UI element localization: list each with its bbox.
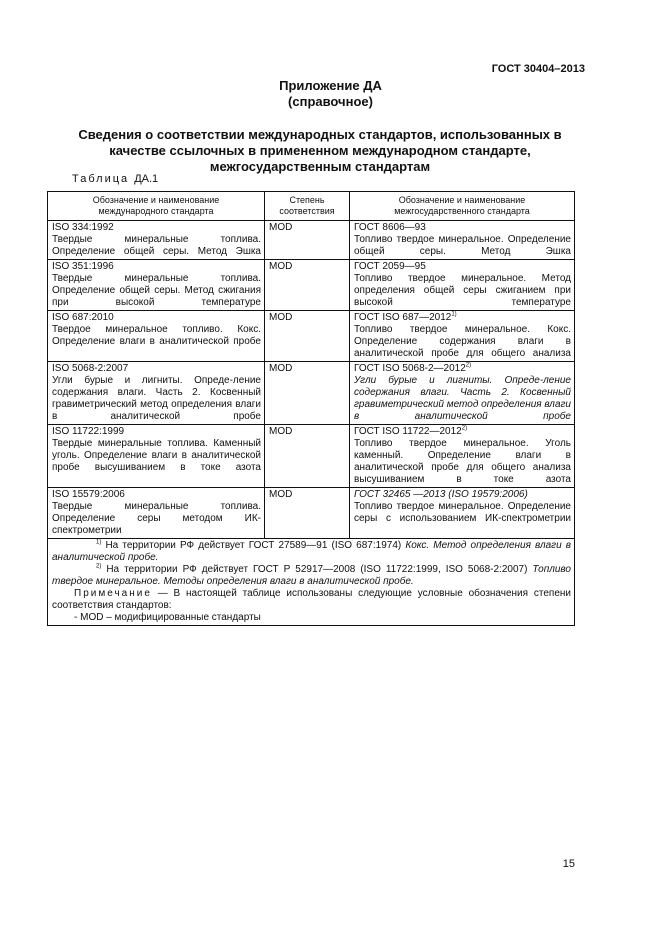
header-interstate-standard <box>350 192 575 221</box>
footnote-2-italic: Топливо твердое минеральное. Методы определения влаги в аналитической пробе. <box>52 564 571 587</box>
gost-code <box>354 261 571 273</box>
header-col2-line2: соответствия <box>279 206 335 216</box>
intl-code: ISO 687:2010 <box>52 312 114 323</box>
table-caption-label: Таблица <box>72 173 130 185</box>
table-header-row <box>48 192 575 221</box>
intl-standard-cell <box>48 362 265 425</box>
header-international-standard <box>48 192 265 221</box>
degree-cell: MOD <box>265 362 350 425</box>
intl-code: ISO 334:1992 <box>52 222 114 233</box>
intl-standard-cell <box>48 488 265 539</box>
gost-code-text: ГОСТ ISO 5068-2—2012 <box>354 363 466 374</box>
footnote-2-mark: 2) <box>96 563 102 570</box>
table-row <box>48 488 575 539</box>
table-row <box>48 260 575 311</box>
gost-code-text: ГОСТ 32465 —2013 (ISO 19579:2006) <box>354 489 528 500</box>
footnote-1-mark: 1) <box>96 539 102 546</box>
header-col3-line1: Обозначение и наименование <box>398 195 526 205</box>
footnote-ref: 1) <box>451 311 457 318</box>
gost-name: Топливо твердое минеральное. Определение общей серы. Метод Эшка <box>354 234 571 257</box>
gost-code <box>354 489 571 501</box>
standard-id: ГОСТ 30404–2013 <box>491 63 585 75</box>
footnote-1-text: На территории РФ действует ГОСТ 27589—91 (ISO 687:1974) <box>101 540 406 551</box>
gost-code-text: ГОСТ 2059—95 <box>354 261 426 272</box>
intl-name: Твердое минеральное топливо. Кокс. Определение влаги в аналитической пробе <box>52 324 261 347</box>
gost-name: Топливо твердое минеральное. Кокс. Определение содержания влаги в аналитической пробе для общего анализа <box>354 324 571 359</box>
annex-title-block <box>0 78 661 110</box>
gost-code <box>354 426 571 438</box>
header-col1-line2: международного стандарта <box>98 206 214 216</box>
footnote-2 <box>52 564 571 588</box>
mod-legend: - MOD – модифицированные стандарты <box>74 612 261 623</box>
intl-standard-cell <box>48 260 265 311</box>
gost-name: Угли бурые и лигниты. Опреде-ление содержания влаги. Часть 2. Косвенный гравиметрический метод определения влаги в аналитической пробе <box>354 375 571 422</box>
header-degree <box>265 192 350 221</box>
gost-code <box>354 222 571 234</box>
intl-standard-cell <box>48 311 265 362</box>
footnote-1 <box>52 540 571 564</box>
heading-line-2: качестве ссылочных в примененном международном стандарте, <box>109 143 531 158</box>
table-caption <box>72 173 158 185</box>
intl-name: Твердые минеральные топлива. Каменный уголь. Определение влаги в аналитической пробе высушиванием в токе азота <box>52 438 261 473</box>
gost-standard-cell <box>350 362 575 425</box>
intl-code: ISO 351:1996 <box>52 261 114 272</box>
gost-code-text: ГОСТ 8606—93 <box>354 222 426 233</box>
table-row <box>48 311 575 362</box>
header-col3-line2: межгосударственного стандарта <box>394 206 530 216</box>
annex-title: Приложение ДА <box>279 78 382 93</box>
intl-code: ISO 11722:1999 <box>52 426 125 437</box>
header-col2-line1: Степень <box>289 195 325 205</box>
intl-code: ISO 5068-2:2007 <box>52 363 129 374</box>
gost-name: Топливо твердое минеральное. Уголь каменный. Определение влаги в аналитической пробе для общего анализа высушиванием в токе азота <box>354 438 571 485</box>
footnote-ref: 2) <box>461 425 468 432</box>
table-notes-cell <box>48 539 575 626</box>
footnote-2-text: На территории РФ действует ГОСТ Р 52917—2008 (ISO 11722:1999, ISO 5068-2:2007) <box>101 564 533 575</box>
gost-standard-cell <box>350 488 575 539</box>
gost-standard-cell <box>350 221 575 260</box>
annex-heading <box>55 127 585 175</box>
heading-line-1: Сведения о соответствии международных стандартов, использованных в <box>78 127 562 142</box>
heading-line-3: межгосударственным стандартам <box>209 159 431 174</box>
intl-name: Твердые минеральные топлива. Определение серы методом ИК-спектрометрии <box>52 501 261 536</box>
gost-standard-cell <box>350 260 575 311</box>
gost-name: Топливо твердое минеральное. Метод определения общей серы сжиганием при высокой температуре <box>354 273 571 308</box>
gost-name: Топливо твердое минеральное. Определение серы с использованием ИК-спектрометрии <box>354 501 571 524</box>
gost-code <box>354 312 571 324</box>
table-row <box>48 425 575 488</box>
degree-cell: MOD <box>265 425 350 488</box>
intl-standard-cell <box>48 425 265 488</box>
page-number: 15 <box>562 858 575 870</box>
intl-name: Твердые минеральные топлива. Определение общей серы. Метод Эшка <box>52 234 261 257</box>
gost-code <box>354 363 571 375</box>
table-row <box>48 221 575 260</box>
degree-cell: MOD <box>265 488 350 539</box>
degree-cell: MOD <box>265 311 350 362</box>
table-note <box>52 588 571 612</box>
note-label: Примечание <box>74 588 152 599</box>
note-text: — В настоящей таблице использованы следующие условные обозначения степени соответствия стандартов: <box>52 588 571 611</box>
degree-cell: MOD <box>265 260 350 311</box>
table-notes-row <box>48 539 575 626</box>
table-row <box>48 362 575 425</box>
degree-cell: MOD <box>265 221 350 260</box>
table-caption-number: ДА.1 <box>134 173 159 185</box>
intl-code: ISO 15579:2006 <box>52 489 125 500</box>
correspondence-table <box>47 191 575 626</box>
header-col1-line1: Обозначение и наименование <box>92 195 220 205</box>
intl-standard-cell <box>48 221 265 260</box>
intl-name: Твердые минеральные топлива. Определение общей серы. Метод сжигания при высокой температуре <box>52 273 261 308</box>
gost-code-text: ГОСТ ISO 11722—2012 <box>354 426 462 437</box>
gost-standard-cell <box>350 425 575 488</box>
gost-code-text: ГОСТ ISO 687—2012 <box>354 312 452 323</box>
gost-standard-cell <box>350 311 575 362</box>
footnote-ref: 2) <box>465 362 472 369</box>
annex-subtitle: (справочное) <box>288 94 373 109</box>
footnote-1-italic: Кокс. Метод определения влаги в аналитической пробе. <box>52 540 571 563</box>
intl-name: Угли бурые и лигниты. Опреде-ление содержания влаги. Часть 2. Косвенный гравиметрический метод определения влаги в аналитической пробе <box>52 375 261 422</box>
